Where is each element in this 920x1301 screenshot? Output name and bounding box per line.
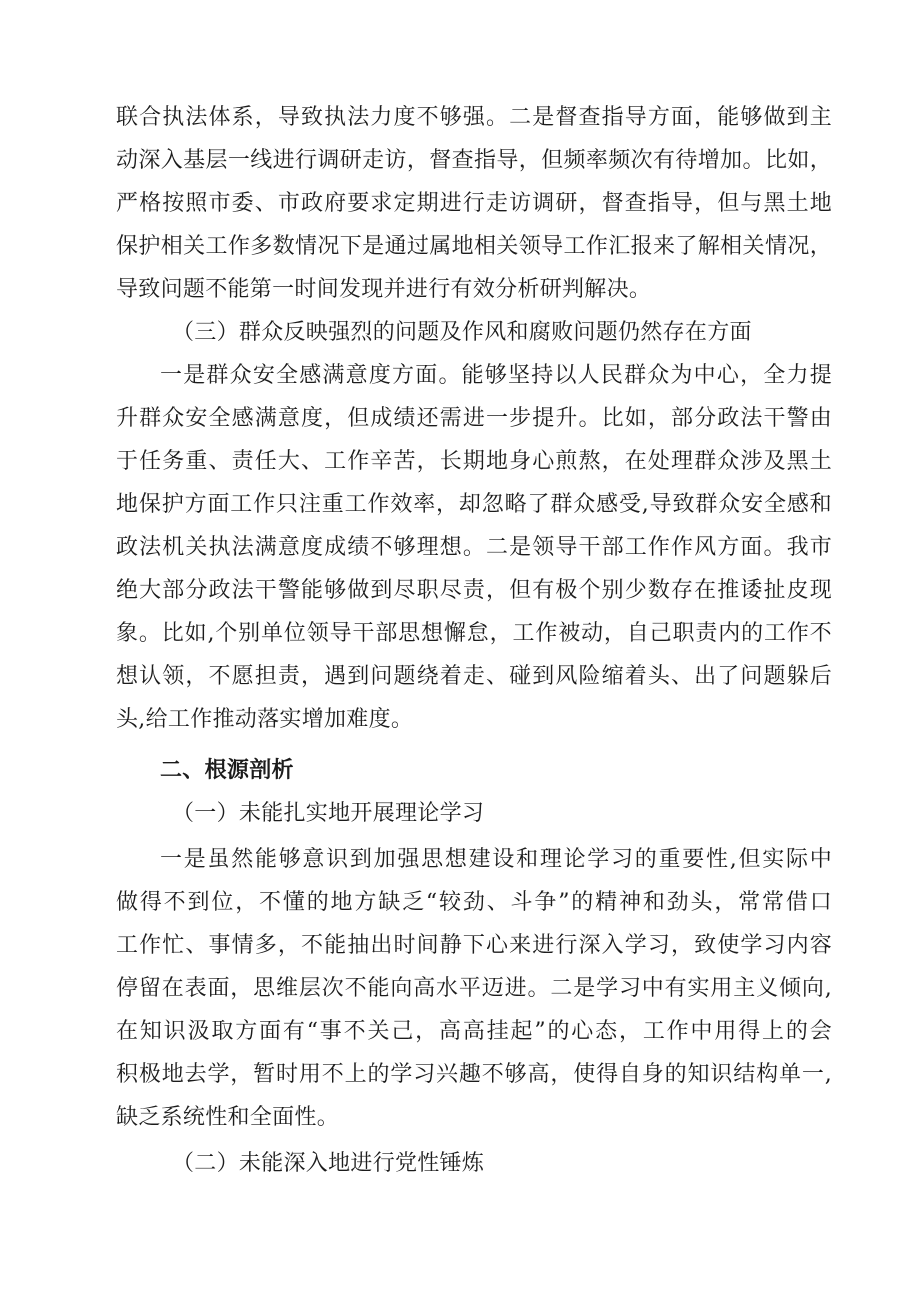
body-text-line: 升群众安全感满意度，但成绩还需进一步提升。比如，部分政法干警由	[116, 406, 832, 431]
body-text-line: 象。比如,个别单位领导干部思想懈怠，工作被动，自己职责内的工作不	[116, 621, 832, 646]
body-text-line: 联合执法体系，导致执法力度不够强。二是督查指导方面，能够做到主	[116, 105, 832, 130]
section-heading: 二、根源剖析	[160, 758, 294, 783]
body-text-line: 保护相关工作多数情况下是通过属地相关领导工作汇报来了解相关情况，	[116, 234, 832, 259]
body-text-line: 缺乏系统性和全面性。	[116, 1105, 340, 1130]
sub-heading-1: （一）未能扎实地开展理论学习	[172, 801, 485, 826]
body-text-line: 绝大部分政法干警能够做到尽职尽责，但有极个别少数存在推诿扯皮现	[116, 578, 832, 603]
body-text-line: 一是群众安全感满意度方面。能够坚持以人民群众为中心，全力提	[160, 363, 832, 388]
sub-heading-3: （三）群众反映强烈的问题及作风和腐败问题仍然存在方面	[172, 320, 752, 345]
body-text-line: 地保护方面工作只注重工作效率，却忽略了群众感受,导致群众安全感和	[116, 492, 832, 517]
body-text-line: 在知识汲取方面有“事不关己，高高挂起”的心态，工作中用得上的会	[116, 1019, 832, 1044]
body-text-line: 严格按照市委、市政府要求定期进行走访调研，督查指导，但与黑土地	[116, 191, 832, 216]
body-text-line: 想认领，不愿担责，遇到问题绕着走、碰到风险缩着头、出了问题躲后	[116, 664, 832, 689]
sub-heading-2: （二）未能深入地进行党性锤炼	[172, 1151, 485, 1176]
body-text-line: 一是虽然能够意识到加强思想建设和理论学习的重要性,但实际中	[160, 847, 832, 872]
body-text-line: 积极地去学，暂时用不上的学习兴趣不够高，使得自身的知识结构单一,	[116, 1062, 832, 1087]
body-text-line: 工作忙、事情多，不能抽出时间静下心来进行深入学习，致使学习内容	[116, 933, 832, 958]
body-text-line: 动深入基层一线进行调研走访，督查指导，但频率频次有待增加。比如，	[116, 148, 832, 173]
body-text-line: 导致问题不能第一时间发现并进行有效分析研判解决。	[116, 277, 652, 302]
body-text-line: 于任务重、责任大、工作辛苦，长期地身心煎熬，在处理群众涉及黑土	[116, 449, 832, 474]
body-text-line: 做得不到位，不懂的地方缺乏“较劲、斗争”的精神和劲头，常常借口	[116, 890, 832, 915]
body-text-line: 政法机关执法满意度成绩不够理想。二是领导干部工作作风方面。我市	[116, 535, 832, 560]
body-text-line: 停留在表面，思维层次不能向高水平迈进。二是学习中有实用主义倾向,	[116, 976, 832, 1001]
body-text-line: 头,给工作推动落实增加难度。	[116, 707, 414, 732]
